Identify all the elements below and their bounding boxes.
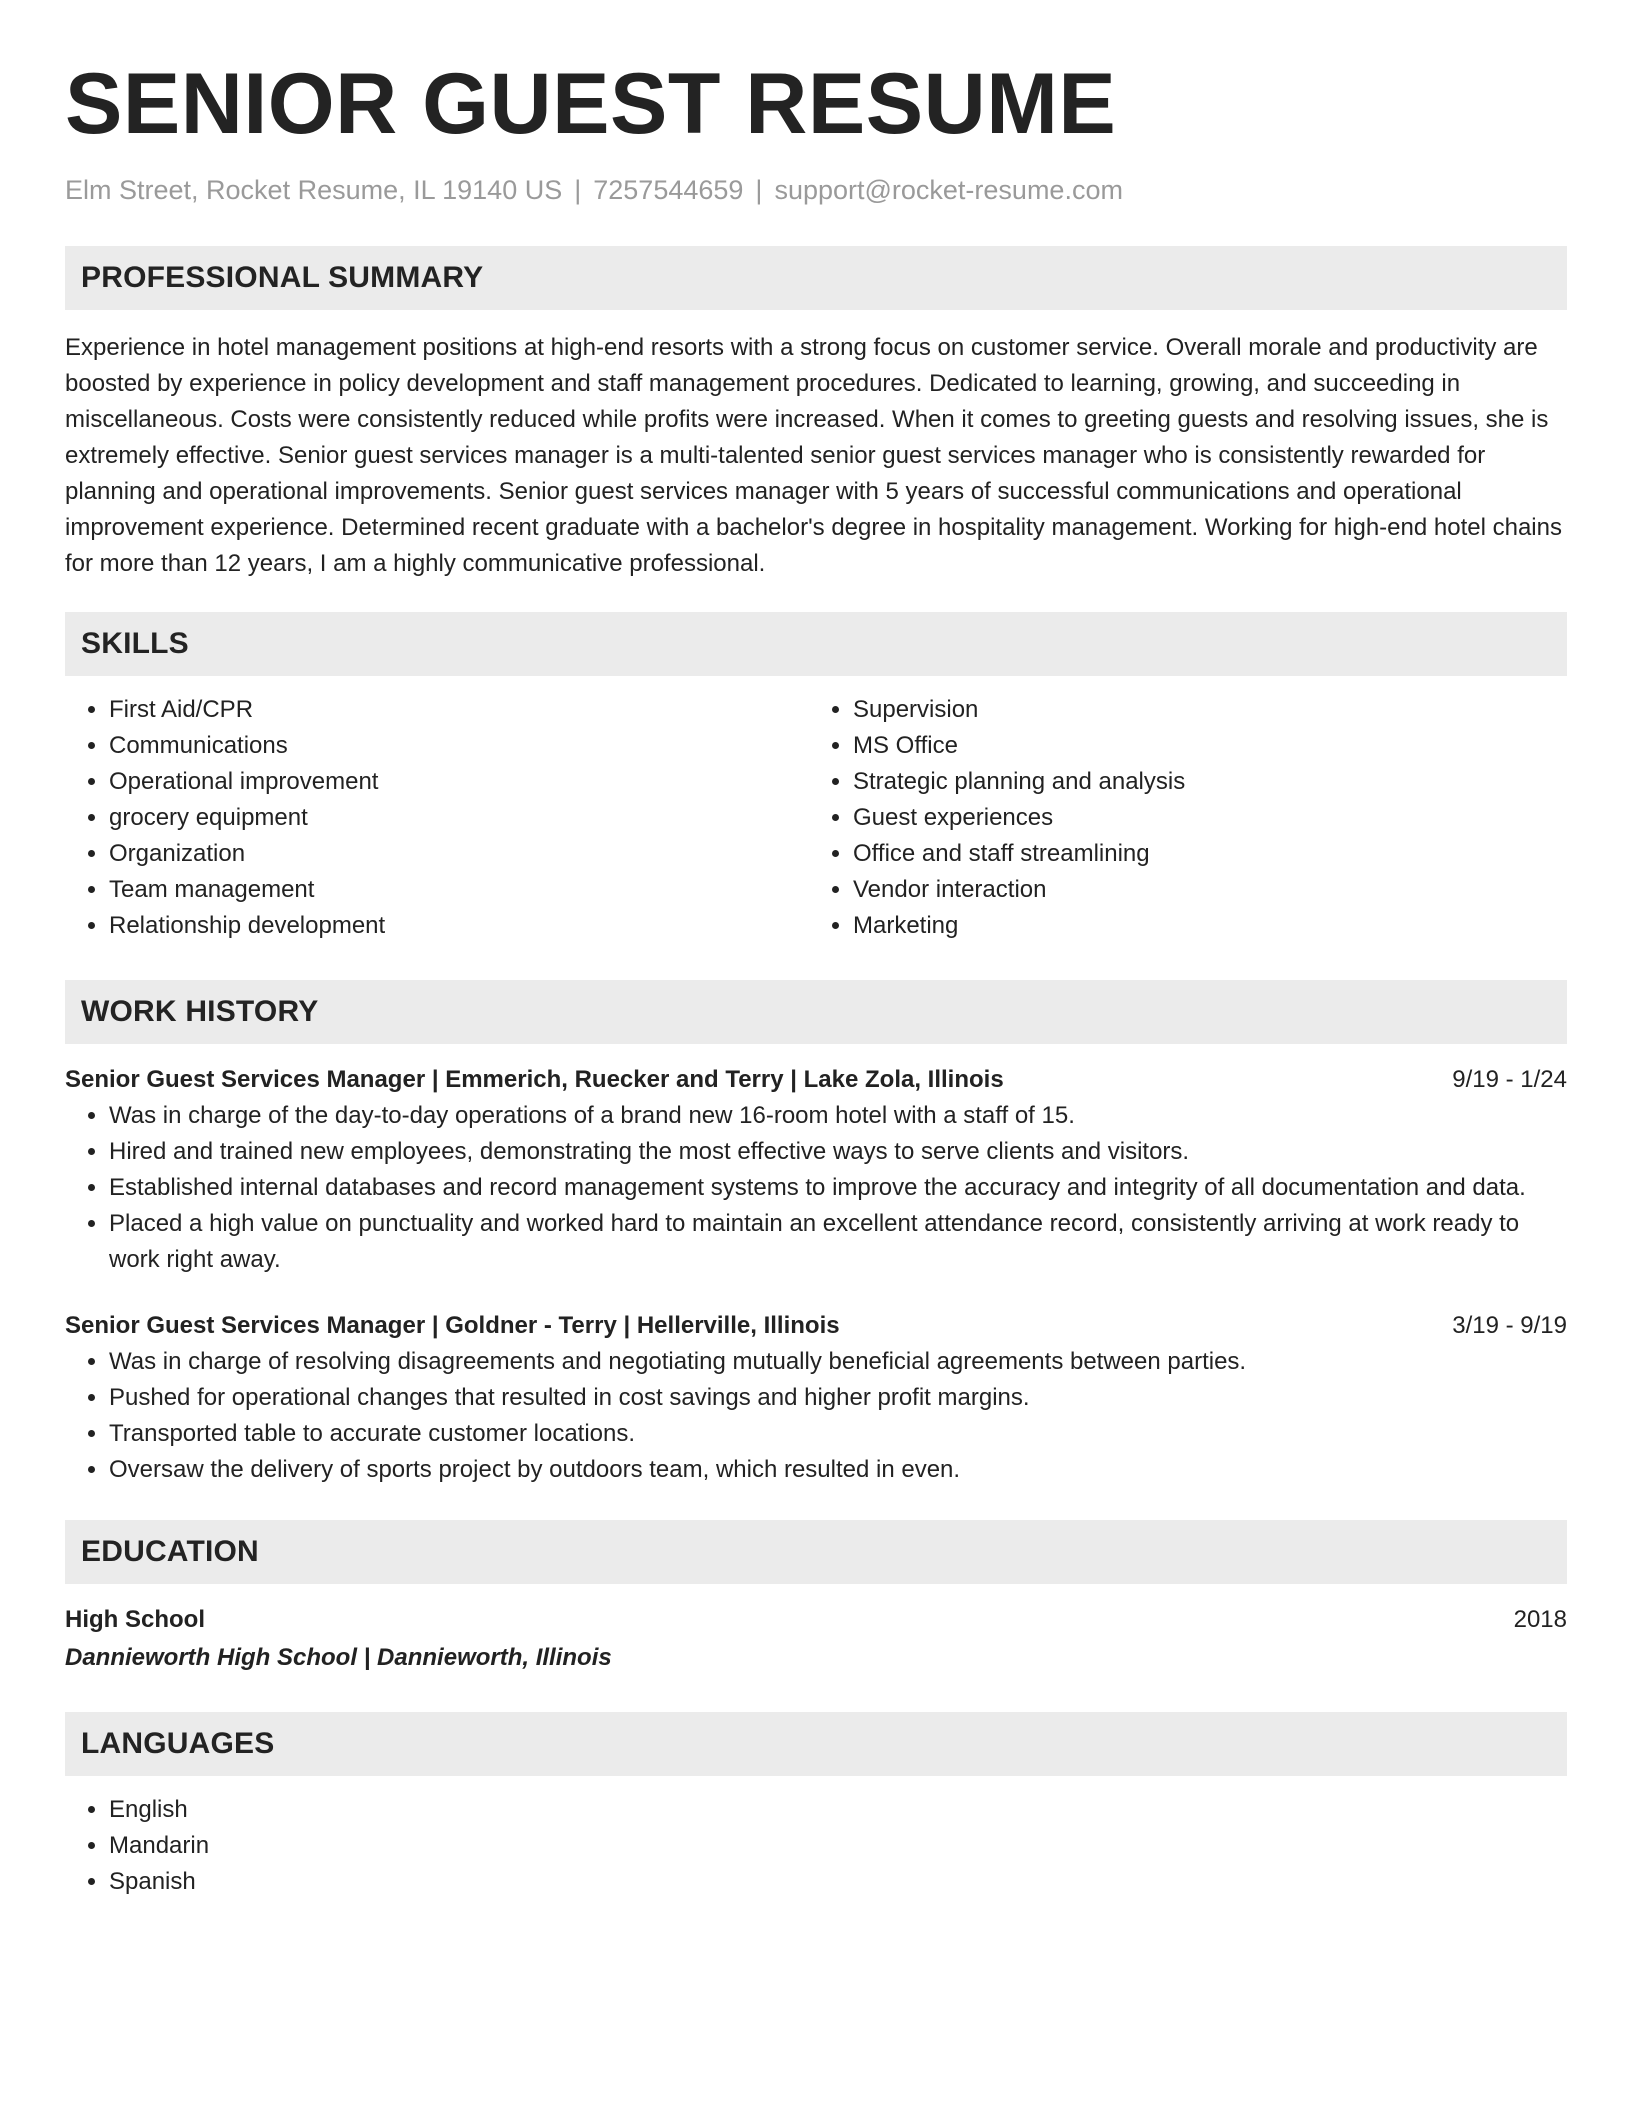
job-header: [65, 1062, 1567, 1098]
job-bullet: • Oversaw the delivery of sports project by outdoors team, which resulted in even.: [109, 1452, 1567, 1488]
skill-item: • Supervision: [853, 692, 1567, 728]
skills-list-right: [816, 692, 1567, 944]
job-bullets: [65, 1098, 1567, 1278]
contact-phone: 7257544659: [593, 175, 744, 205]
job-dates: 3/19 - 9/19: [1452, 1312, 1567, 1339]
job-bullet: • Transported table to accurate customer locations.: [109, 1416, 1567, 1452]
summary-text: Experience in hotel management positions at high-end resorts with a strong focus on customer service. Overall morale and productivity are boosted by experience in policy development and staff management procedures. Dedicated to learning, growing, and succeeding in miscellaneous. Costs were consistently reduced while profits were increased. When it comes to greeting guests and resolving issues, she is extremely effective. Senior guest services manager is a multi-talented senior guest services manager who is consistently rewarded for planning and operational improvements. Senior guest services manager with 5 years of successful communications and operational improvement experience. Determined recent graduate with a bachelor's degree in hospitality management. Working for high-end hotel chains for more than 12 years, I am a highly communicative professional.: [65, 334, 1562, 577]
section-header-summary: PROFESSIONAL SUMMARY: [65, 246, 1567, 310]
job-bullet: • Established internal databases and record management systems to improve the accuracy and integrity of all documentation and data.: [109, 1170, 1567, 1206]
language-item: • English: [109, 1792, 1567, 1828]
education-school: Dannieworth High School | Dannieworth, Illinois: [65, 1644, 612, 1671]
skill-item: • Communications: [109, 728, 816, 764]
education-header: [65, 1602, 1567, 1638]
education-degree: High School: [65, 1606, 205, 1633]
job-bullet: • Was in charge of resolving disagreements and negotiating mutually beneficial agreements between parties.: [109, 1344, 1567, 1380]
section-header-languages: LANGUAGES: [65, 1712, 1567, 1776]
skill-item: • Organization: [109, 836, 816, 872]
job-bullet: • Pushed for operational changes that resulted in cost savings and higher profit margins.: [109, 1380, 1567, 1416]
skill-item: • First Aid/CPR: [109, 692, 816, 728]
contact-separator: |: [755, 175, 763, 205]
job-header: [65, 1308, 1567, 1344]
contact-separator: |: [574, 175, 582, 205]
job-bullets: [65, 1344, 1567, 1488]
skill-item: • Office and staff streamlining: [853, 836, 1567, 872]
skill-item: • Operational improvement: [109, 764, 816, 800]
skill-item: • Relationship development: [109, 908, 816, 944]
section-header-education: EDUCATION: [65, 1520, 1567, 1584]
skills-list-left: [65, 692, 816, 944]
job-title: Senior Guest Services Manager | Goldner - Terry | Hellerville, Illinois: [65, 1312, 840, 1339]
skill-item: • grocery equipment: [109, 800, 816, 836]
job-bullet: • Placed a high value on punctuality and worked hard to maintain an excellent attendance record, consistently arriving at work ready to work right away.: [109, 1206, 1567, 1278]
resume-name: SENIOR GUEST RESUME: [65, 56, 1117, 152]
skills-columns: [65, 692, 1567, 944]
contact-line: [65, 172, 1567, 208]
section-header-skills: SKILLS: [65, 612, 1567, 676]
job-title: Senior Guest Services Manager | Emmerich, Ruecker and Terry | Lake Zola, Illinois: [65, 1066, 1004, 1093]
skill-item: • MS Office: [853, 728, 1567, 764]
contact-address: Elm Street, Rocket Resume, IL 19140 US: [65, 175, 563, 205]
languages-list: [65, 1792, 1567, 1900]
section-header-work: WORK HISTORY: [65, 980, 1567, 1044]
job-dates: 9/19 - 1/24: [1452, 1066, 1567, 1093]
job-bullet: • Was in charge of the day-to-day operations of a brand new 16-room hotel with a staff of 15.: [109, 1098, 1567, 1134]
language-item: • Spanish: [109, 1864, 1567, 1900]
skill-item: • Team management: [109, 872, 816, 908]
language-item: • Mandarin: [109, 1828, 1567, 1864]
skill-item: • Guest experiences: [853, 800, 1567, 836]
education-year: 2018: [1513, 1606, 1567, 1633]
skill-item: • Strategic planning and analysis: [853, 764, 1567, 800]
skill-item: • Marketing: [853, 908, 1567, 944]
contact-email: support@rocket-resume.com: [774, 175, 1123, 205]
job-bullet: • Hired and trained new employees, demonstrating the most effective ways to serve clients and visitors.: [109, 1134, 1567, 1170]
skill-item: • Vendor interaction: [853, 872, 1567, 908]
